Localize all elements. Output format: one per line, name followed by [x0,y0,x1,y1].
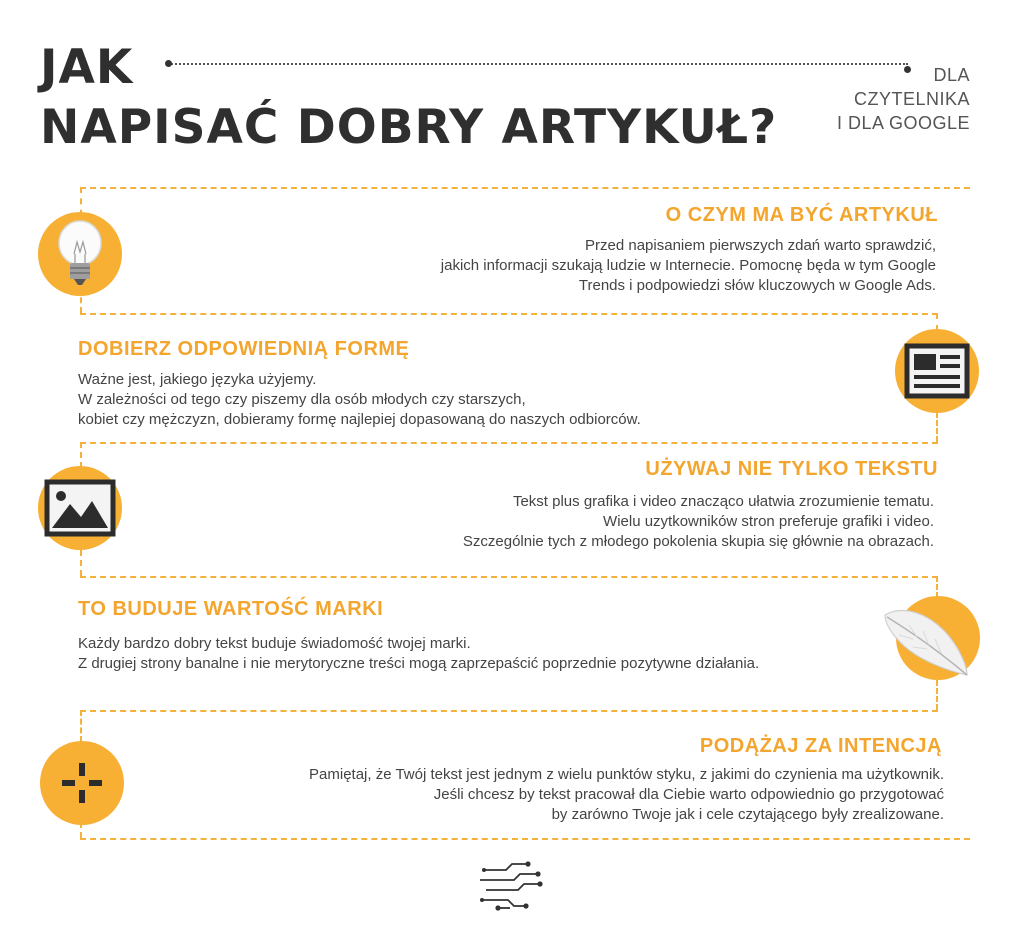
connector-line [936,576,938,598]
section-text-line: Tekst plus grafika i video znacząco ułatwia zrozumienie tematu. [512,493,934,510]
subtitle-line: DLA [933,65,970,85]
section-2-body [78,370,641,430]
section-text-line: Z drugiej strony banalne i nie merytoryczne treści mogą zaprzepaścić poprzednie pozytywne działania. [78,655,760,672]
section-text-line: Każdy bardzo dobry tekst buduje świadomość twojej marki. [78,635,471,652]
connector-line [936,680,938,710]
divider-line [80,576,938,578]
subtitle-line: I DLA GOOGLE [836,113,970,133]
section-1-title: O CZYM MA BYĆ ARTYKUŁ [665,204,938,226]
divider-line [80,838,970,840]
title-dotted-line [168,63,908,65]
subtitle-line: CZYTELNIKA [853,89,970,109]
divider-line [80,442,938,444]
image-icon [44,479,116,537]
article-icon [904,343,970,399]
section-text-line: kobiet czy mężczyzn, dobieramy formę najlepiej dopasowaną do naszych odbiorców. [78,411,641,428]
title-line-2: NAPISAĆ DOBRY ARTYKUŁ? [40,100,778,155]
section-4-title: TO BUDUJE WARTOŚĆ MARKI [78,598,384,620]
feather-icon [879,601,971,681]
section-3-icon-circle [38,466,122,550]
crosshair-icon [60,761,104,805]
section-4-icon-circle [896,596,980,680]
connector-line [80,442,82,468]
section-5-body [309,765,944,825]
section-3-body [463,492,934,552]
section-text-line: by zarówno Twoje jak i cele czytającego były zrealizowane. [551,806,944,823]
section-text-line: Wielu uzytkowników stron preferuje grafiki i video. [603,513,934,530]
title-line-1: JAK [40,40,134,95]
lightbulb-icon [53,218,107,290]
divider-line [80,710,938,712]
section-3-title: UŻYWAJ NIE TYLKO TEKSTU [645,458,938,480]
section-text-line: Jeśli chcesz by tekst pracował dla Ciebie warto odpowiednio go przygotować [433,786,944,803]
section-1-icon-circle [38,212,122,296]
section-4-body [78,634,759,674]
section-text-line: jakich informacji szukają ludzie w Internecie. Pomocnę będa w tym Google [440,257,936,274]
title-line-start-dot [165,60,172,67]
connector-line [936,412,938,442]
section-5-title: PODĄŻAJ ZA INTENCJĄ [699,735,942,757]
section-text-line: Ważne jest, jakiego języka użyjemy. [78,371,317,388]
section-text-line: Szczególnie tych z młodego pokolenia skupia się głównie na obrazach. [462,533,934,550]
section-text-line: Trends i podpowiedzi słów kluczowych w Google Ads. [578,277,936,294]
section-text-line: Pamiętaj, że Twój tekst jest jednym z wielu punktów styku, z jakimi do czynienia ma użytkownik. [309,766,944,783]
connector-line [80,710,82,742]
section-2-icon-circle [895,329,979,413]
section-5-icon-circle [40,741,124,825]
section-1-body [441,236,936,296]
section-2-title: DOBIERZ ODPOWIEDNIĄ FORMĘ [78,338,410,360]
section-text-line: W zależności od tego czy piszemy dla osób młodych czy starszych, [78,391,526,408]
subtitle [837,63,970,135]
divider-line [80,313,938,315]
connector-line [80,550,82,576]
divider-line [80,187,970,189]
section-text-line: Przed napisaniem pierwszych zdań warto sprawdzić, [585,237,936,254]
circuit-brain-logo [478,856,544,914]
